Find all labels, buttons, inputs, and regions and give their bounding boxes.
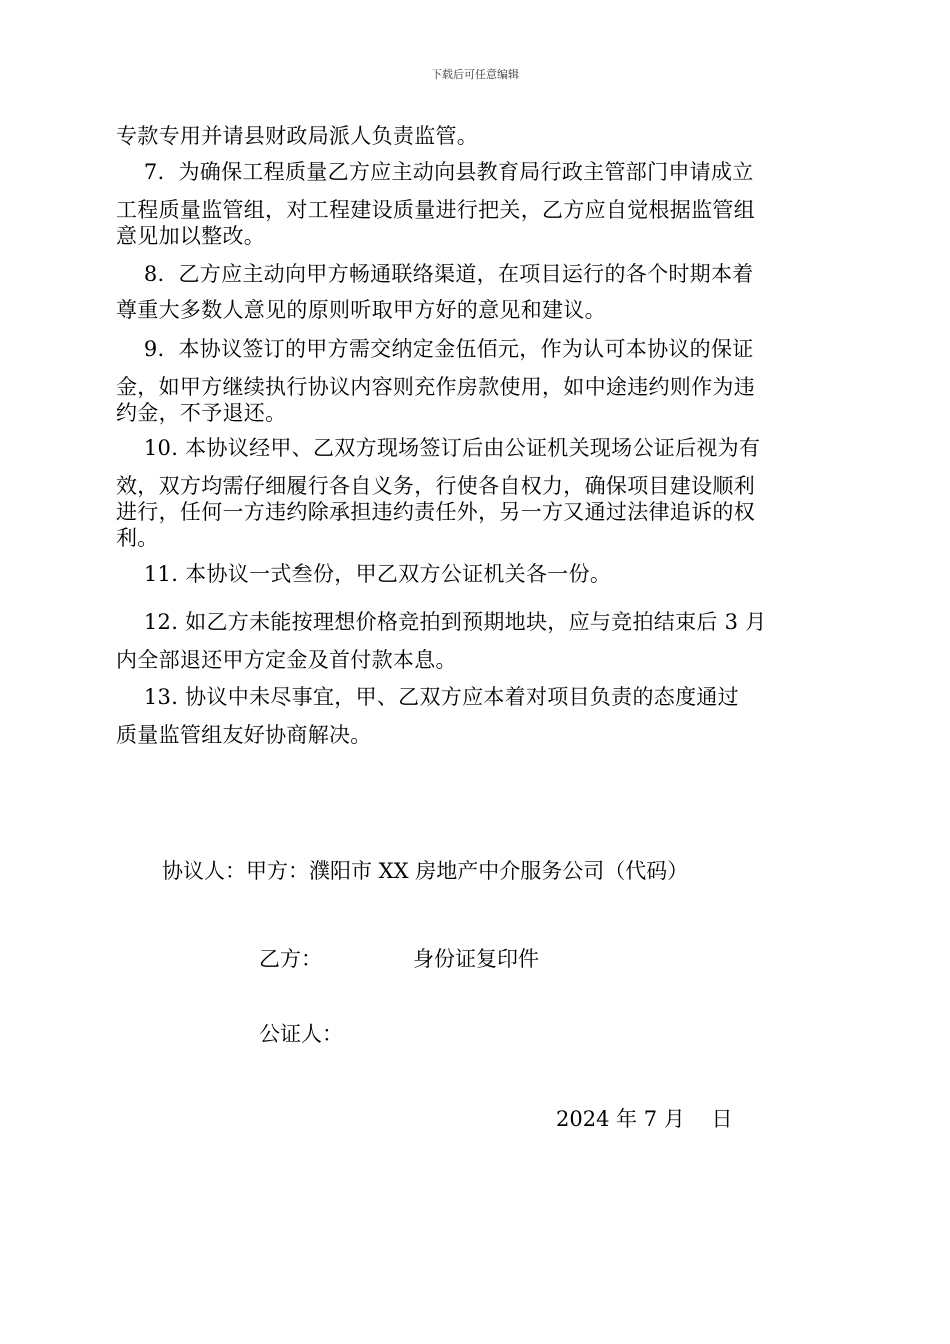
text-line: 质量监管组友好协商解决。 [116,723,372,747]
text-line: 进行，任何一方违约除承担违约责任外，另一方又通过法律追诉的权 [116,500,755,524]
signature-party-b-value: 身份证复印件 [413,947,539,971]
text-line: 9. 本协议签订的甲方需交纳定金伍佰元，作为认可本协议的保证 [116,337,754,361]
signature-party-a: 协议人：甲方：濮阳市 XX 房地产中介服务公司（代码） [162,859,689,883]
text-line: 金，如甲方继续执行协议内容则充作房款使用，如中途违约则作为违 [116,375,755,399]
text-line: 利。 [116,526,159,550]
text-line: 约金，不予退还。 [116,401,287,425]
text-line: 10. 本协议经甲、乙双方现场签订后由公证机关现场公证后视为有 [116,436,761,460]
text-line: 效，双方均需仔细履行各自义务，行使各自权力，确保项目建设顺利 [116,474,755,498]
text-line: 13. 协议中未尽事宜，甲、乙双方应本着对项目负责的态度通过 [116,685,739,709]
text-line: 专款专用并请县财政局派人负责监管。 [116,124,479,148]
page-header: 下载后可任意编辑 [431,68,519,81]
signature-date: 2024 年 7 月 日 [556,1107,733,1131]
text-line: 尊重大多数人意见的原则听取甲方好的意见和建议。 [116,298,606,322]
text-line: 11. 本协议一式叁份，甲乙双方公证机关各一份。 [116,562,612,586]
signature-notary-label: 公证人： [259,1022,343,1046]
text-line: 7. 为确保工程质量乙方应主动向县教育局行政主管部门申请成立 [116,160,754,184]
text-line: 8. 乙方应主动向甲方畅通联络渠道，在项目运行的各个时期本着 [116,262,754,286]
text-line: 12. 如乙方未能按理想价格竞拍到预期地块，应与竞拍结束后 3 月 [116,610,767,634]
text-line: 意见加以整改。 [116,224,266,248]
signature-party-b-label: 乙方： [259,947,322,971]
text-line: 工程质量监管组，对工程建设质量进行把关，乙方应自觉根据监管组 [116,198,755,222]
text-line: 内全部退还甲方定金及首付款本息。 [116,648,457,672]
